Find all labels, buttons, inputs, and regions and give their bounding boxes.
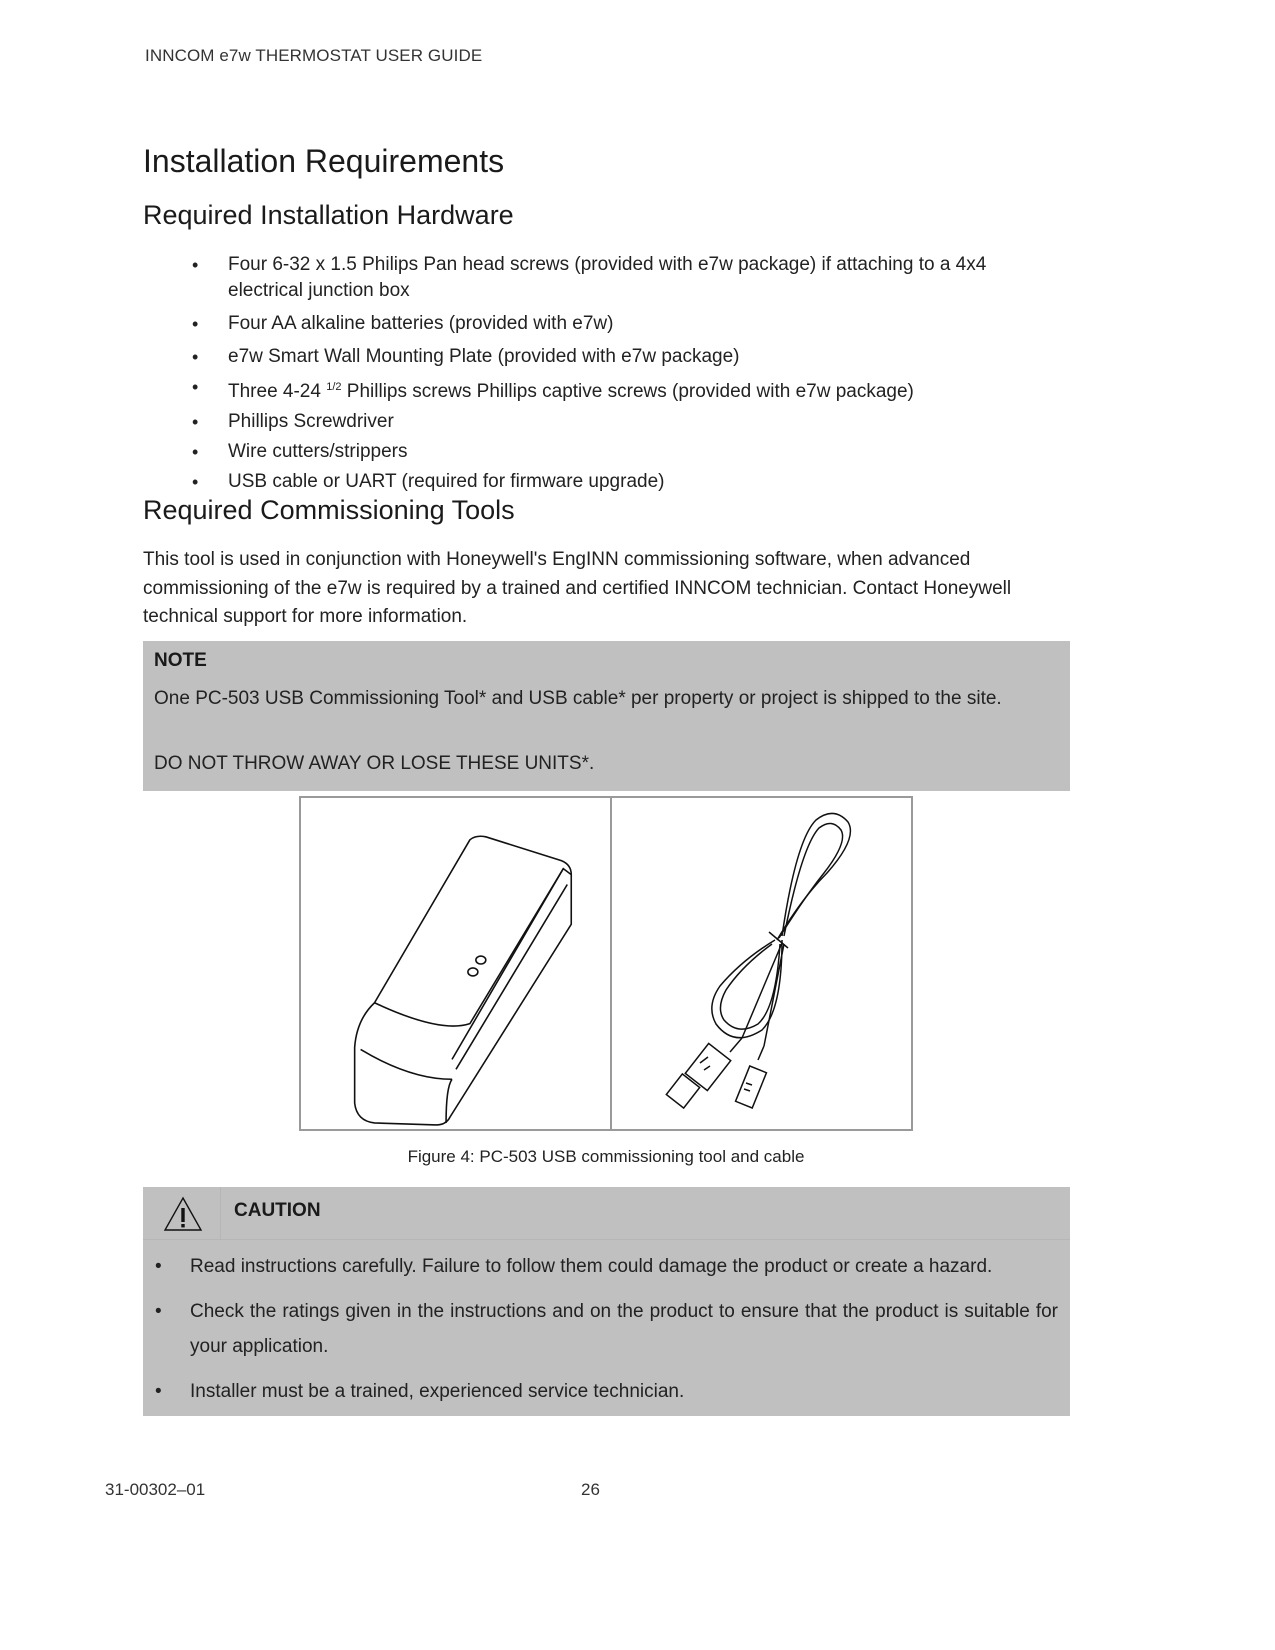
running-header: INNCOM e7w THERMOSTAT USER GUIDE bbox=[145, 46, 483, 65]
list-item-text: Installer must be a trained, experienced service technician. bbox=[190, 1381, 685, 1402]
list-item bbox=[153, 1249, 1058, 1284]
caution-header bbox=[143, 1187, 1070, 1240]
section-title: Installation Requirements bbox=[143, 143, 505, 179]
usb-tool-device-icon bbox=[301, 798, 610, 1129]
bullet-icon: • bbox=[192, 472, 199, 492]
list-item-text: Check the ratings given in the instructions and on the product to ensure that the product is suitable for your application. bbox=[190, 1301, 1058, 1357]
list-item-text: Phillips Screwdriver bbox=[228, 411, 394, 432]
figure-4 bbox=[299, 796, 913, 1131]
figure-caption: Figure 4: PC-503 USB commissioning tool and cable bbox=[407, 1147, 805, 1166]
list-item bbox=[188, 439, 988, 465]
caution-box bbox=[143, 1187, 1070, 1416]
note-warning: DO NOT THROW AWAY OR LOSE THESE UNITS*. bbox=[154, 753, 595, 774]
list-item bbox=[153, 1374, 1058, 1409]
hardware-heading: Required Installation Hardware bbox=[143, 200, 514, 230]
bullet-icon: • bbox=[192, 347, 199, 367]
bullet-icon: • bbox=[192, 442, 199, 462]
bullet-icon: • bbox=[155, 1381, 162, 1402]
commissioning-tool-illustration bbox=[301, 798, 612, 1129]
list-item bbox=[188, 374, 988, 405]
usb-cable-illustration bbox=[612, 798, 911, 1129]
page-number: 26 bbox=[581, 1480, 600, 1499]
note-title: NOTE bbox=[154, 650, 207, 671]
document-number: 31-00302–01 bbox=[105, 1480, 206, 1499]
commissioning-paragraph: This tool is used in conjunction with Honeywell's EngINN commissioning software, when advanced commissioning of the e7w is required by a trained and certified INNCOM technician. Contact Honeywell technical support for more information. bbox=[143, 549, 1012, 627]
list-item bbox=[153, 1294, 1058, 1364]
list-item-text: Four 6-32 x 1.5 Philips Pan head screws (provided with e7w package) if attaching to a 4x4 electrical junction box bbox=[228, 254, 987, 301]
note-body: One PC-503 USB Commissioning Tool* and USB cable* per property or project is shipped to the site. bbox=[154, 688, 1002, 709]
list-item bbox=[188, 344, 988, 370]
caution-icon-cell bbox=[143, 1187, 221, 1240]
bullet-icon: • bbox=[192, 314, 199, 334]
list-item bbox=[188, 252, 988, 304]
list-item-text: Phillips screws Phillips captive screws (provided with e7w package) bbox=[341, 381, 914, 402]
warning-triangle-icon bbox=[163, 1196, 203, 1232]
list-item bbox=[188, 409, 988, 435]
list-item-text: USB cable or UART (required for firmware upgrade) bbox=[228, 471, 665, 492]
caution-title: CAUTION bbox=[234, 1200, 321, 1221]
list-item-text: e7w Smart Wall Mounting Plate (provided with e7w package) bbox=[228, 346, 740, 367]
note-box bbox=[143, 641, 1070, 791]
list-item-text: Three 4-24 bbox=[228, 381, 327, 402]
bullet-icon: • bbox=[192, 412, 199, 432]
list-item bbox=[188, 311, 988, 337]
bullet-icon: • bbox=[155, 1301, 162, 1322]
commissioning-heading: Required Commissioning Tools bbox=[143, 495, 515, 525]
bullet-icon: • bbox=[192, 377, 199, 397]
fraction-superscript: 1/2 bbox=[326, 381, 342, 393]
list-item-text: Four AA alkaline batteries (provided with e7w) bbox=[228, 313, 614, 334]
list-item-text: Read instructions carefully. Failure to follow them could damage the product or create a hazard. bbox=[190, 1256, 993, 1277]
list-item bbox=[188, 469, 988, 495]
bullet-icon: • bbox=[192, 255, 199, 275]
bullet-icon: • bbox=[155, 1256, 162, 1277]
list-item-text: Wire cutters/strippers bbox=[228, 441, 408, 462]
usb-cable-icon bbox=[612, 798, 911, 1129]
hardware-list bbox=[188, 252, 988, 499]
caution-list bbox=[153, 1249, 1058, 1419]
